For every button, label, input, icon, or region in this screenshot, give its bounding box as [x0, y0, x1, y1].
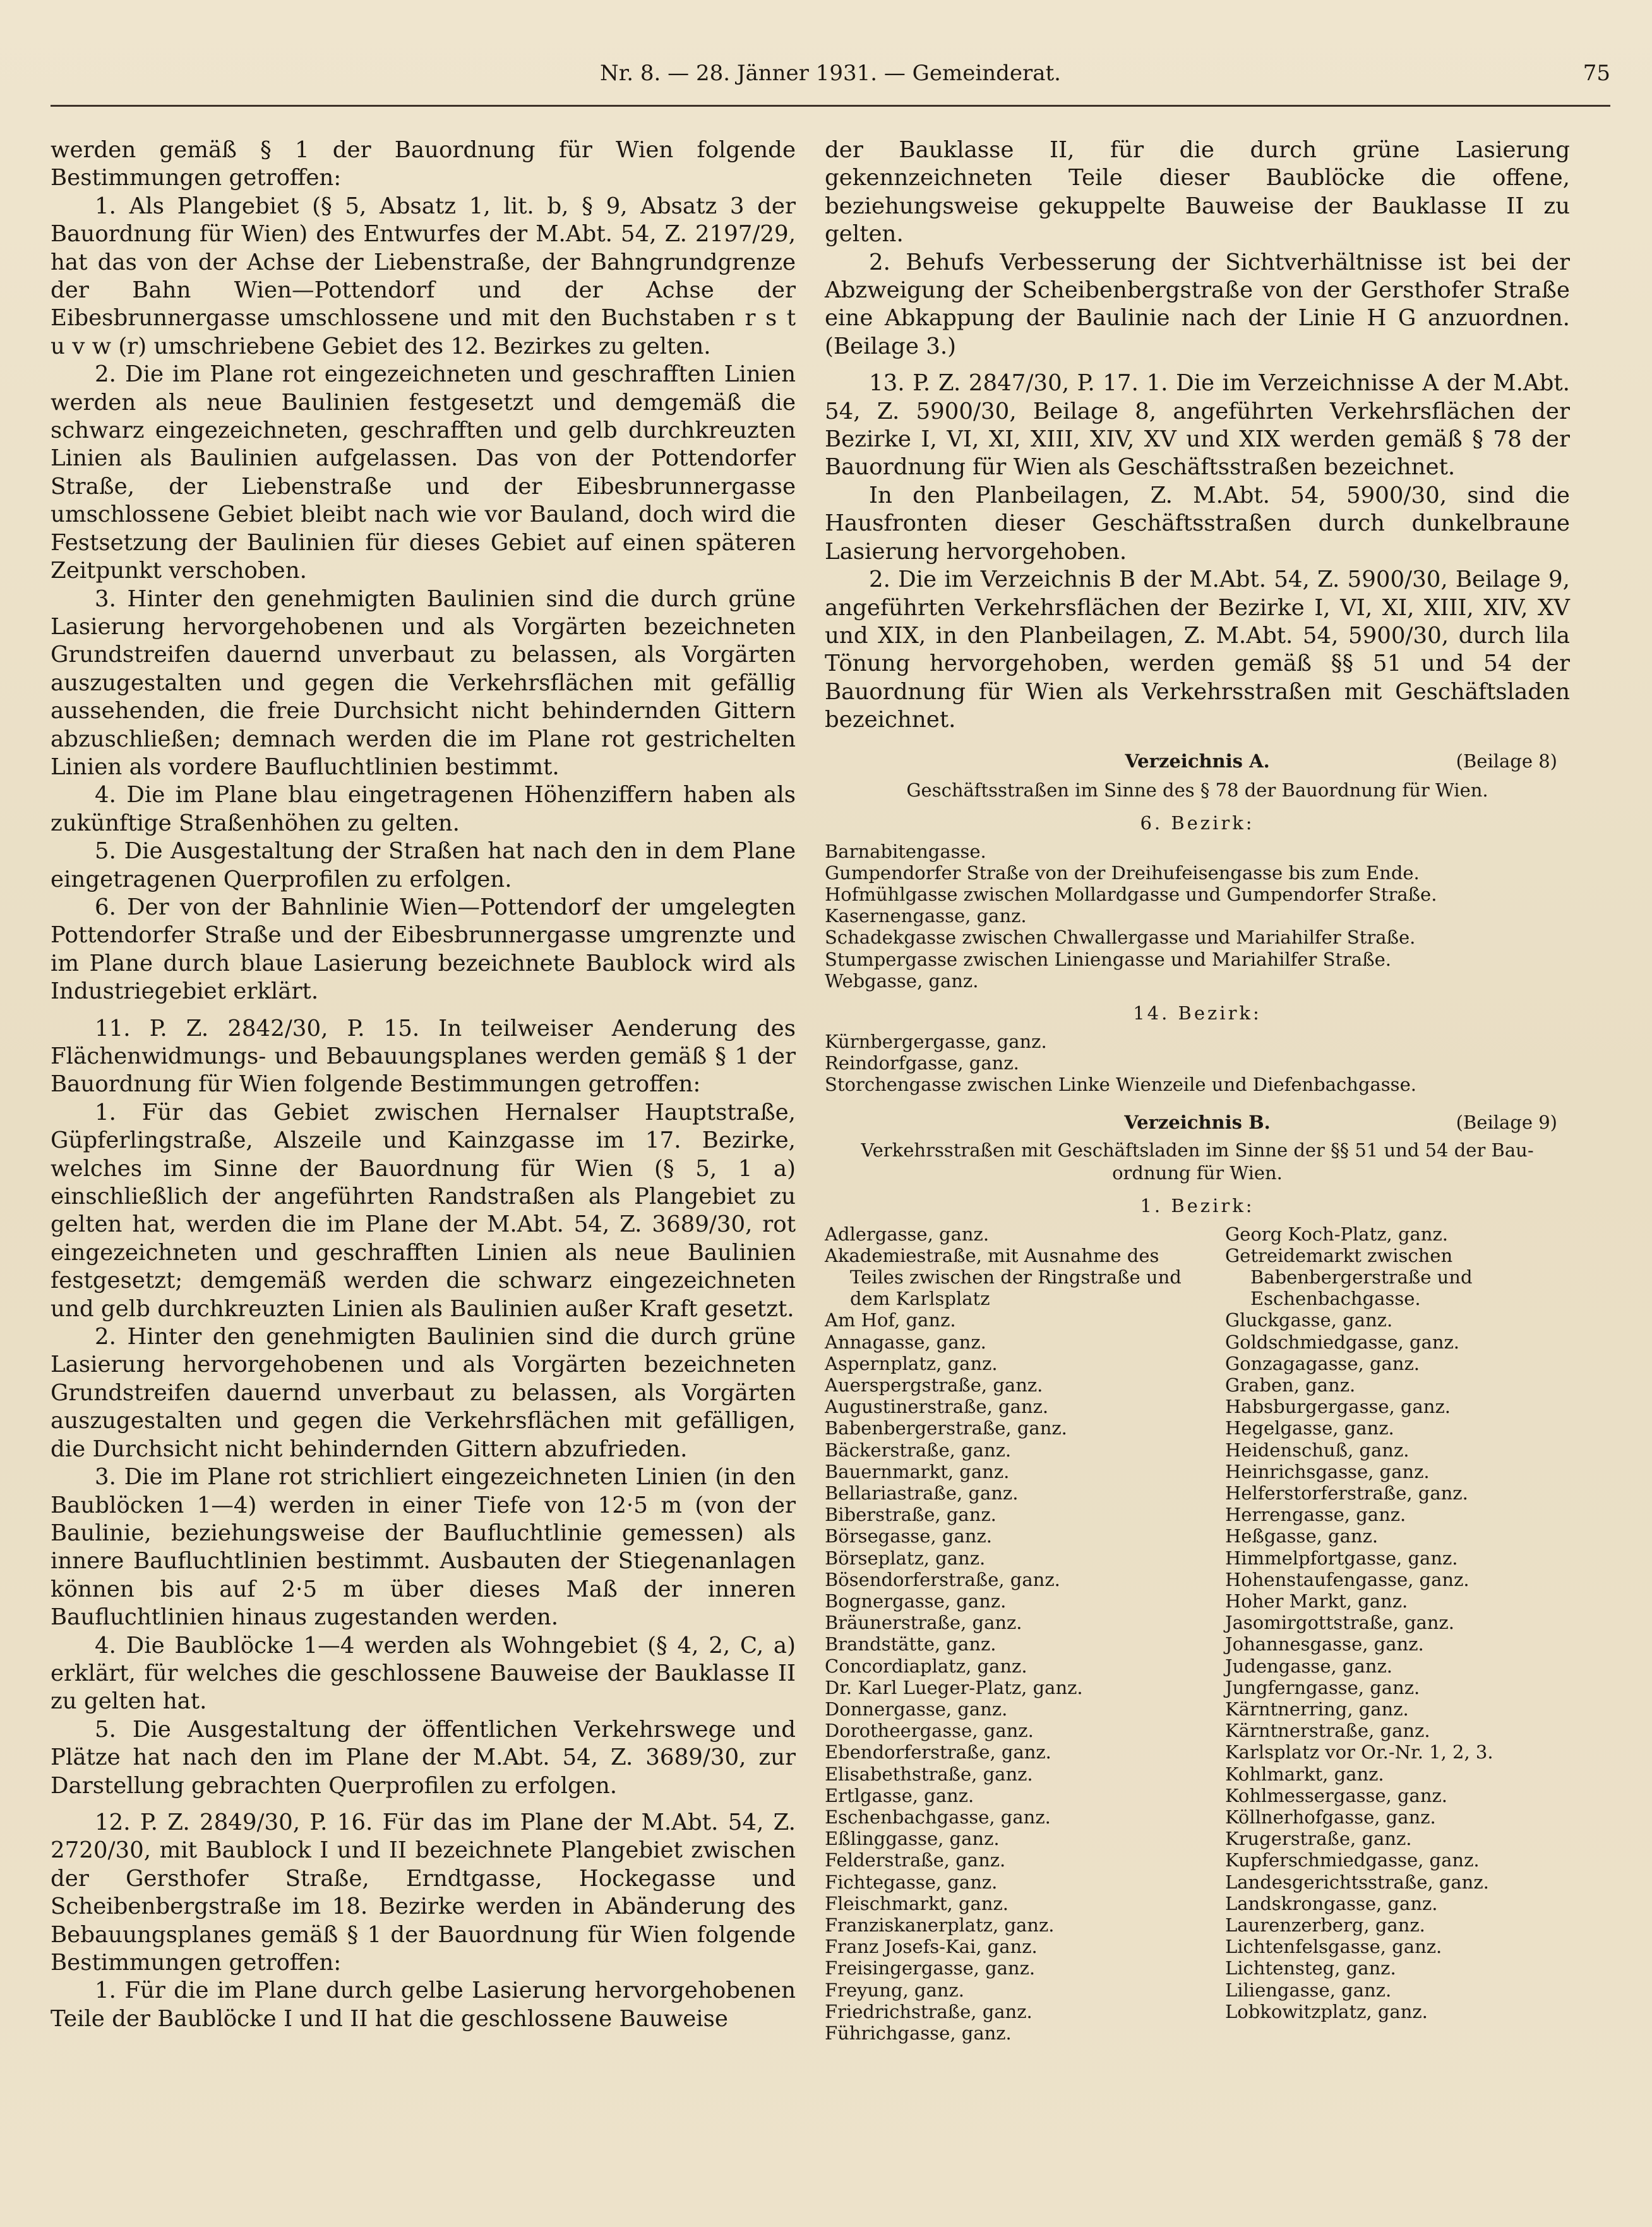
verzeichnis-a-subtitle: Geschäftsstraßen im Sinne des § 78 der Bauordnung für Wien. [906, 779, 1488, 801]
list-item: Webgasse, ganz. [825, 969, 979, 992]
list-item: Ebendorferstraße, ganz. [825, 1741, 1051, 1763]
right-column [825, 136, 1570, 2108]
list-item: Bognergasse, ganz. [825, 1590, 1007, 1612]
list-item: Herrengasse, ganz. [1225, 1504, 1406, 1526]
list-item: Gonzagagasse, ganz. [1225, 1352, 1420, 1374]
list-item: Kärntnerring, ganz. [1225, 1698, 1409, 1720]
list-item: Friedrichstraße, ganz. [825, 2000, 1032, 2022]
bezirk-6-list [825, 841, 1570, 992]
list-item: Karlsplatz vor Or.-Nr. 1, 2, 3. [1225, 1741, 1493, 1763]
paragraph: werden gemäß § 1 der Bauordnung für Wien folgende Bestimmungen getroffen: [51, 137, 796, 191]
paragraph: 2. Behufs Verbesserung der Sichtverhältnisse ist bei der Abzweigung der Scheibenbergstraße von der Gersthofer Straße eine Abkappung der Baulinie nach der Linie H G anzuordnen. (Beilage 3.) [825, 249, 1570, 359]
list-item: Bösendorferstraße, ganz. [825, 1568, 1060, 1590]
verzeichnis-b-title: Verzeichnis B. [1124, 1111, 1271, 1133]
list-item: Ertlgasse, ganz. [825, 1784, 974, 1806]
list-item: Jungferngasse, ganz. [1225, 1676, 1420, 1698]
list-item: Kärntnerstraße, ganz. [1225, 1720, 1430, 1742]
list-item: Johannesgasse, ganz. [1225, 1633, 1424, 1655]
list-item: Felderstraße, ganz. [825, 1849, 1006, 1871]
list-item: Barnabitengasse. [825, 840, 986, 862]
list-item: Donnergasse, ganz. [825, 1698, 1008, 1720]
paragraph: In den Planbeilagen, Z. M.Abt. 54, 5900/30, sind die Hausfronten dieser Geschäftsstraßen durch dunkelbraune Lasierung hervorgehoben. [825, 482, 1570, 565]
verzeichnis-b-subtitle-1: Verkehrsstraßen mit Geschäftsladen im Sinne der §§ 51 und 54 der Bau- [861, 1139, 1534, 1161]
paragraph-item-12: 12. P. Z. 2849/30, P. 16. Für das im Plane der M.Abt. 54, Z. 2720/30, mit Baublock I und II bezeichnete Plangebiet zwischen der Gersthofer Straße, Erndtgasse, Hockegasse und Scheibenbergstraße im 18. Bezirke werden in Abänderung des Bebauungsplanes gemäß § 1 der Bauordnung für Wien folgende Bestimmungen getroffen: [51, 1809, 796, 1976]
list-item: Concordiaplatz, ganz. [825, 1655, 1027, 1677]
page-header [51, 48, 1610, 99]
paragraph-item-11: 11. P. Z. 2842/30, P. 15. In teilweiser Aenderung des Flächenwidmungs- und Bebauungsplanes werden gemäß § 1 der Bauordnung für Wien folgende Bestimmungen getroffen: [51, 1015, 796, 1098]
list-item: Lobkowitzplatz, ganz. [1225, 2000, 1428, 2022]
paragraph: 5. Die Ausgestaltung der Straßen hat nach den in dem Plane eingetragenen Querprofilen zu erfolgen. [51, 838, 796, 892]
list-item: Biberstraße, ganz. [825, 1504, 997, 1526]
list-item: Adlergasse, ganz. [825, 1223, 990, 1245]
bezirk-14-list [825, 1031, 1570, 1096]
list-item: Franziskanerplatz, ganz. [825, 1914, 1055, 1936]
paragraph: 5. Die Ausgestaltung der öffentlichen Verkehrswege und Plätze hat nach den im Plane der M.Abt. 54, Z. 3689/30, zur Darstellung gebrachten Querprofilen zu erfolgen. [51, 1716, 796, 1799]
list-item: Landesgerichtsstraße, ganz. [1225, 1871, 1489, 1893]
list-item: Bräunerstraße, ganz. [825, 1612, 1022, 1634]
paragraph: 4. Die Baublöcke 1—4 werden als Wohngebiet (§ 4, 2, C, a) erklärt, für welches die geschlossene Bauweise der Bauklasse II zu gelten hat. [51, 1632, 796, 1715]
list-item: Kürnbergergasse, ganz. [825, 1030, 1047, 1052]
list-item: Bäckerstraße, ganz. [825, 1439, 1012, 1461]
header-rule [51, 105, 1610, 107]
list-item: Graben, ganz. [1225, 1374, 1356, 1396]
list-item: Bellariastraße, ganz. [825, 1482, 1019, 1504]
list-item: Lichtensteg, ganz. [1225, 1957, 1396, 1979]
list-item: Heßgasse, ganz. [1225, 1525, 1379, 1547]
list-item: Börseplatz, ganz. [825, 1547, 986, 1569]
list-item: Aspernplatz, ganz. [825, 1352, 998, 1374]
list-item: Jasomirgottstraße, ganz. [1225, 1612, 1454, 1634]
list-item: Storchengasse zwischen Linke Wienzeile und Diefenbachgasse. [825, 1074, 1416, 1096]
list-item: Annagasse, ganz. [825, 1331, 986, 1353]
list-item: Gluckgasse, ganz. [1225, 1309, 1393, 1331]
header-title: Nr. 8. — 28. Jänner 1931. — Gemeinderat. [600, 61, 1061, 86]
list-item: Heinrichsgasse, ganz. [1225, 1460, 1430, 1482]
list-item: Augustinerstraße, ganz. [825, 1396, 1049, 1418]
list-item: Kupferschmiedgasse, ganz. [1225, 1849, 1480, 1871]
list-item: Hohenstaufengasse, ganz. [1225, 1568, 1469, 1590]
list-item: Hegelgasse, ganz. [1225, 1417, 1394, 1439]
list-item: Heidenschuß, ganz. [1225, 1439, 1410, 1461]
bezirk-14-heading: 14. Bezirk: [1133, 1002, 1262, 1024]
verzeichnis-b-heading [825, 1111, 1570, 1134]
list-item: Schadekgasse zwischen Chwallergasse und Mariahilfer Straße. [825, 927, 1416, 949]
verzeichnis-b-beilage: (Beilage 9) [1456, 1111, 1557, 1133]
list-item: Eschenbachgasse, ganz. [825, 1806, 1051, 1828]
list-item: Am Hof, ganz. [825, 1309, 956, 1331]
list-item: Börsegasse, ganz. [825, 1525, 992, 1547]
list-item: Hofmühlgasse zwischen Mollardgasse und Gumpendorfer Straße. [825, 883, 1437, 905]
paragraph: 2. Hinter den genehmigten Baulinien sind die durch grüne Lasierung hervorgehobenen und als Vorgärten bezeichneten Grundstreifen dauernd unverbaut zu belassen, als Vorgärten auszugestalten und gegen die Verkehrsflächen mit gefälligen, die Durchsicht nicht behindernden Gittern abzufrieden. [51, 1324, 796, 1462]
list-item: Reindorfgasse, ganz. [825, 1052, 1019, 1074]
bezirk-1-list-col2 [1225, 1223, 1579, 2023]
list-item: Goldschmiedgasse, ganz. [1225, 1331, 1460, 1353]
list-item: Judengasse, ganz. [1225, 1655, 1392, 1677]
list-item: Himmelpfortgasse, ganz. [1225, 1547, 1458, 1569]
bezirk-1-lists [825, 1223, 1570, 2108]
bezirk-1-list-col1 [825, 1223, 1204, 2044]
list-item: Führichgasse, ganz. [825, 2022, 1012, 2044]
list-item: Franz Josefs-Kai, ganz. [825, 1936, 1038, 1958]
list-item: Lichtenfelsgasse, ganz. [1225, 1936, 1442, 1958]
list-item: Georg Koch-Platz, ganz. [1225, 1223, 1448, 1245]
paragraph: der Bauklasse II, für die durch grüne Lasierung gekennzeichneten Teile dieser Baublöcke die offene, beziehungsweise gekuppelte Bauweise der Bauklasse II zu gelten. [825, 137, 1570, 248]
paragraph: 3. Hinter den genehmigten Baulinien sind die durch grüne Lasierung hervorgehobenen und als Vorgärten bezeichneten Grundstreifen dauernd unverbaut zu belassen, als Vorgärten auszugestalten und gegen die Verkehrsflächen mit gefällig aussehenden, die freie Durchsicht nicht behindernden Gittern abzuschließen; demnach werden die im Plane rot gestrichelten Linien als vordere Baufluchtlinien bestimmt. [51, 585, 796, 780]
left-column [51, 136, 796, 2033]
list-item: Dr. Karl Lueger-Platz, ganz. [825, 1676, 1083, 1698]
list-item: Landskrongasse, ganz. [1225, 1892, 1438, 1914]
list-item: Babenbergerstraße, ganz. [825, 1417, 1067, 1439]
page-number: 75 [1583, 61, 1610, 86]
list-item: Gumpendorfer Straße von der Dreihufeisengasse bis zum Ende. [825, 861, 1420, 884]
paragraph: 4. Die im Plane blau eingetragenen Höhenziffern haben als zukünftige Straßenhöhen zu gelten. [51, 782, 796, 836]
verzeichnis-a-beilage: (Beilage 8) [1456, 750, 1557, 772]
list-item: Dorotheergasse, ganz. [825, 1720, 1034, 1742]
paragraph: 6. Der von der Bahnlinie Wien—Pottendorf der umgelegten Pottendorfer Straße und der Eibesbrunnergasse umgrenzte und im Plane durch blaue Lasierung bezeichnete Baublock wird als Industriegebiet erklärt. [51, 894, 796, 1005]
list-item: Freyung, ganz. [825, 1979, 964, 2001]
list-item: Habsburgergasse, ganz. [1225, 1396, 1451, 1418]
list-item: Auerspergstraße, ganz. [825, 1374, 1043, 1396]
list-item: Getreidemarkt zwischen Babenbergerstraße und Eschenbachgasse. [1225, 1244, 1473, 1310]
bezirk-6-heading: 6. Bezirk: [1140, 812, 1255, 834]
paragraph: 3. Die im Plane rot strichliert eingezeichneten Linien (in den Baublöcken 1—4) werden in einer Tiefe von 12·5 m (von der Baulinie, beziehungsweise der Baufluchtlinie gemessen) als innere Baufluchtlinien bestimmt. Ausbauten der Stiegenanlagen können bis auf 2·5 m über dieses Maß der inneren Baufluchtlinien hinaus zugestanden werden. [51, 1464, 796, 1631]
paragraph: 1. Für die im Plane durch gelbe Lasierung hervorgehobenen Teile der Baublöcke I und II hat die geschlossene Bauweise [51, 1978, 796, 2032]
list-item: Köllnerhofgasse, ganz. [1225, 1806, 1436, 1828]
list-item: Laurenzerberg, ganz. [1225, 1914, 1425, 1936]
list-item: Freisingergasse, ganz. [825, 1957, 1036, 1979]
paragraph: 1. Für das Gebiet zwischen Hernalser Hauptstraße, Güpferlingstraße, Alszeile und Kainzgasse im 17. Bezirke, welches im Sinne der Bauordnung für Wien (§ 5, 1 a) einschließlich der angeführten Randstraßen als Plangebiet zu gelten hat, werden die im Plane der M.Abt. 54, Z. 3689/30, rot eingezeichneten und geschrafften Linien als neue Baulinien festgesetzt; demgemäß werden die schwarz eingezeichneten und gelb durchkreuzten Linien als Baulinien außer Kraft gesetzt. [51, 1099, 796, 1322]
list-item: Fichtegasse, ganz. [825, 1871, 998, 1893]
list-item: Kohlmessergasse, ganz. [1225, 1784, 1447, 1806]
list-item: Stumpergasse zwischen Liniengasse und Mariahilfer Straße. [825, 948, 1392, 970]
list-item: Elisabethstraße, ganz. [825, 1763, 1033, 1785]
paragraph: 1. Als Plangebiet (§ 5, Absatz 1, lit. b, § 9, Absatz 3 der Bauordnung für Wien) des Entwurfes der M.Abt. 54, Z. 2197/29, hat das von der Achse der Liebenstraße, der Bahngrundgrenze der Bahn Wien—Pottendorf und der Achse der Eibesbrunnergasse umschlossene und mit den Buchstaben r s t u v w (r) umschriebene Gebiet des 12. Bezirkes zu gelten. [51, 193, 796, 359]
paragraph-item-13: 13. P. Z. 2847/30, P. 17. 1. Die im Verzeichnisse A der M.Abt. 54, Z. 5900/30, Beilage 8, angeführten Verkehrsflächen der Bezirke I, VI, XI, XIII, XIV, XV und XIX werden gemäß § 78 der Bauordnung für Wien als Geschäftsstraßen bezeichnet. [825, 370, 1570, 481]
list-item: Kasernengasse, ganz. [825, 905, 1027, 927]
list-item: Kohlmarkt, ganz. [1225, 1763, 1384, 1785]
list-item: Fleischmarkt, ganz. [825, 1892, 1009, 1914]
paragraph: 2. Die im Verzeichnis B der M.Abt. 54, Z. 5900/30, Beilage 9, angeführten Verkehrsflächen der Bezirke I, VI, XI, XIII, XIV, XV und XIX, in den Planbeilagen, Z. M.Abt. 54, 5900/30, durch lila Tönung hervorgehoben, werden gemäß §§ 51 und 54 der Bauordnung für Wien als Verkehrsstraßen mit Geschäftsladen bezeichnet. [825, 567, 1570, 733]
verzeichnis-b-subtitle-2: ordnung für Wien. [1112, 1162, 1283, 1184]
list-item: Eßlinggasse, ganz. [825, 1828, 1000, 1850]
verzeichnis-a-heading [825, 750, 1570, 772]
bezirk-1-heading: 1. Bezirk: [1140, 1194, 1255, 1216]
list-item: Bauernmarkt, ganz. [825, 1460, 1010, 1482]
verzeichnis-a-title: Verzeichnis A. [1125, 750, 1270, 772]
list-item: Helferstorferstraße, ganz. [1225, 1482, 1468, 1504]
list-item: Hoher Markt, ganz. [1225, 1590, 1408, 1612]
list-item: Brandstätte, ganz. [825, 1633, 997, 1655]
paragraph: 2. Die im Plane rot eingezeichneten und geschrafften Linien werden als neue Baulinien festgesetzt und demgemäß die schwarz eingezeichneten, geschrafften und gelb durchkreuzten Linien als Baulinien aufgelassen. Das von der Pottendorfer Straße, der Liebenstraße und der Eibesbrunnergasse umschlossene Gebiet bleibt nach wie vor Bauland, doch wird die Festsetzung der Baulinien für dieses Gebiet auf einen späteren Zeitpunkt verschoben. [51, 361, 796, 584]
list-item: Liliengasse, ganz. [1225, 1979, 1392, 2001]
list-item: Krugerstraße, ganz. [1225, 1828, 1412, 1850]
list-item: Akademiestraße, mit Ausnahme des Teiles zwischen der Ringstraße und dem Karlsplatz [825, 1244, 1182, 1310]
